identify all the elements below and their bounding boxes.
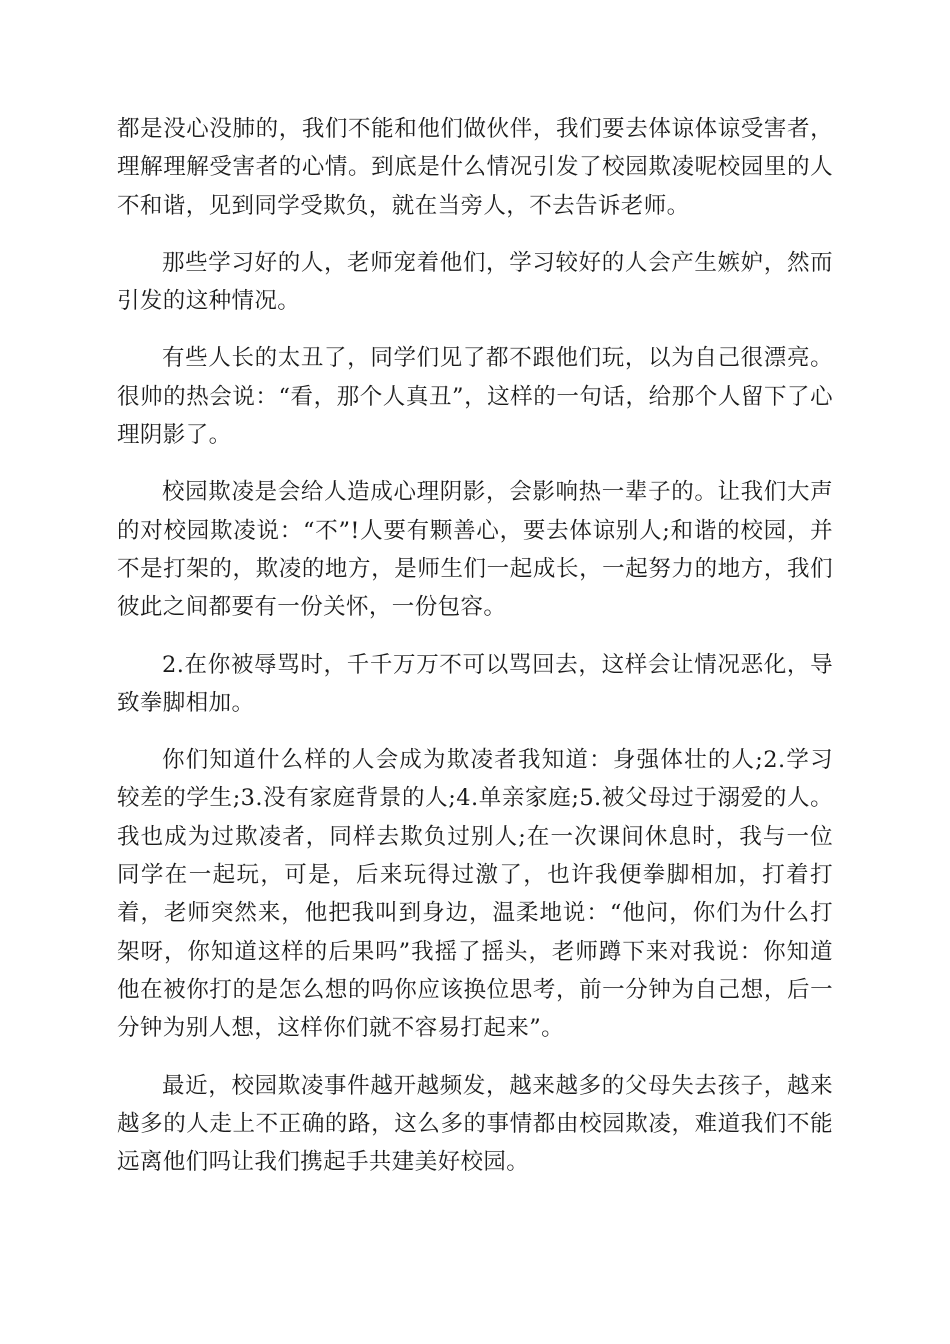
paragraph-2: 那些学习好的人，老师宠着他们，学习较好的人会产生嫉妒，然而引发的这种情况。 [117,249,833,315]
paragraph-5: 2.在你被辱骂时，千千万万不可以骂回去，这样会让情况恶化，导致拳脚相加。 [117,651,833,716]
paragraph-1: 都是没心没肺的，我们不能和他们做伙伴，我们要去体谅体谅受害者，理解理解受害者的心情。到底是什么情况引发了校园欺凌呢校园里的人不和谐，见到同学受欺负，就在当旁人，不去告诉老师。 [117,116,833,219]
document-body [117,110,833,1200]
paragraph-6: 你们知道什么样的人会成为欺凌者我知道：身强体壮的人;2.学习较差的学生;3.没有家庭背景的人;4.单亲家庭;5.被父母过于溺爱的人。我也成为过欺凌者，同样去欺负过别人;在一次课间休息时，我与一位同学在一起玩，可是，后来玩得过激了，也许我便拳脚相加，打着打着，老师突然来，他把我叫到身边，温柔地说：“他问，你们为什么打架呀，你知道这样的后果吗”我摇了摇头，老师蹲下来对我说：你知道他在被你打的是怎么想的吗你应该换位思考，前一分钟为自己想，后一分钟为别人想，这样你们就不容易打起来”。 [117,747,833,1042]
paragraph-7: 最近，校园欺凌事件越开越频发，越来越多的父母失去孩子，越来越多的人走上不正确的路，这么多的事情都由校园欺凌，难道我们不能远离他们吗让我们携起手共建美好校园。 [117,1072,833,1176]
paragraph-3: 有些人长的太丑了，同学们见了都不跟他们玩，以为自己很漂亮。很帅的热会说：“看，那个人真丑”，这样的一句话，给那个人留下了心理阴影了。 [117,345,833,449]
paragraph-4: 校园欺凌是会给人造成心理阴影，会影响热一辈子的。让我们大声的对校园欺凌说：“不”!人要有颗善心，要去体谅别人;和谐的校园，并不是打架的，欺凌的地方，是师生们一起成长，一起努力的地方，我们彼此之间都要有一份关怀，一份包容。 [117,479,833,621]
